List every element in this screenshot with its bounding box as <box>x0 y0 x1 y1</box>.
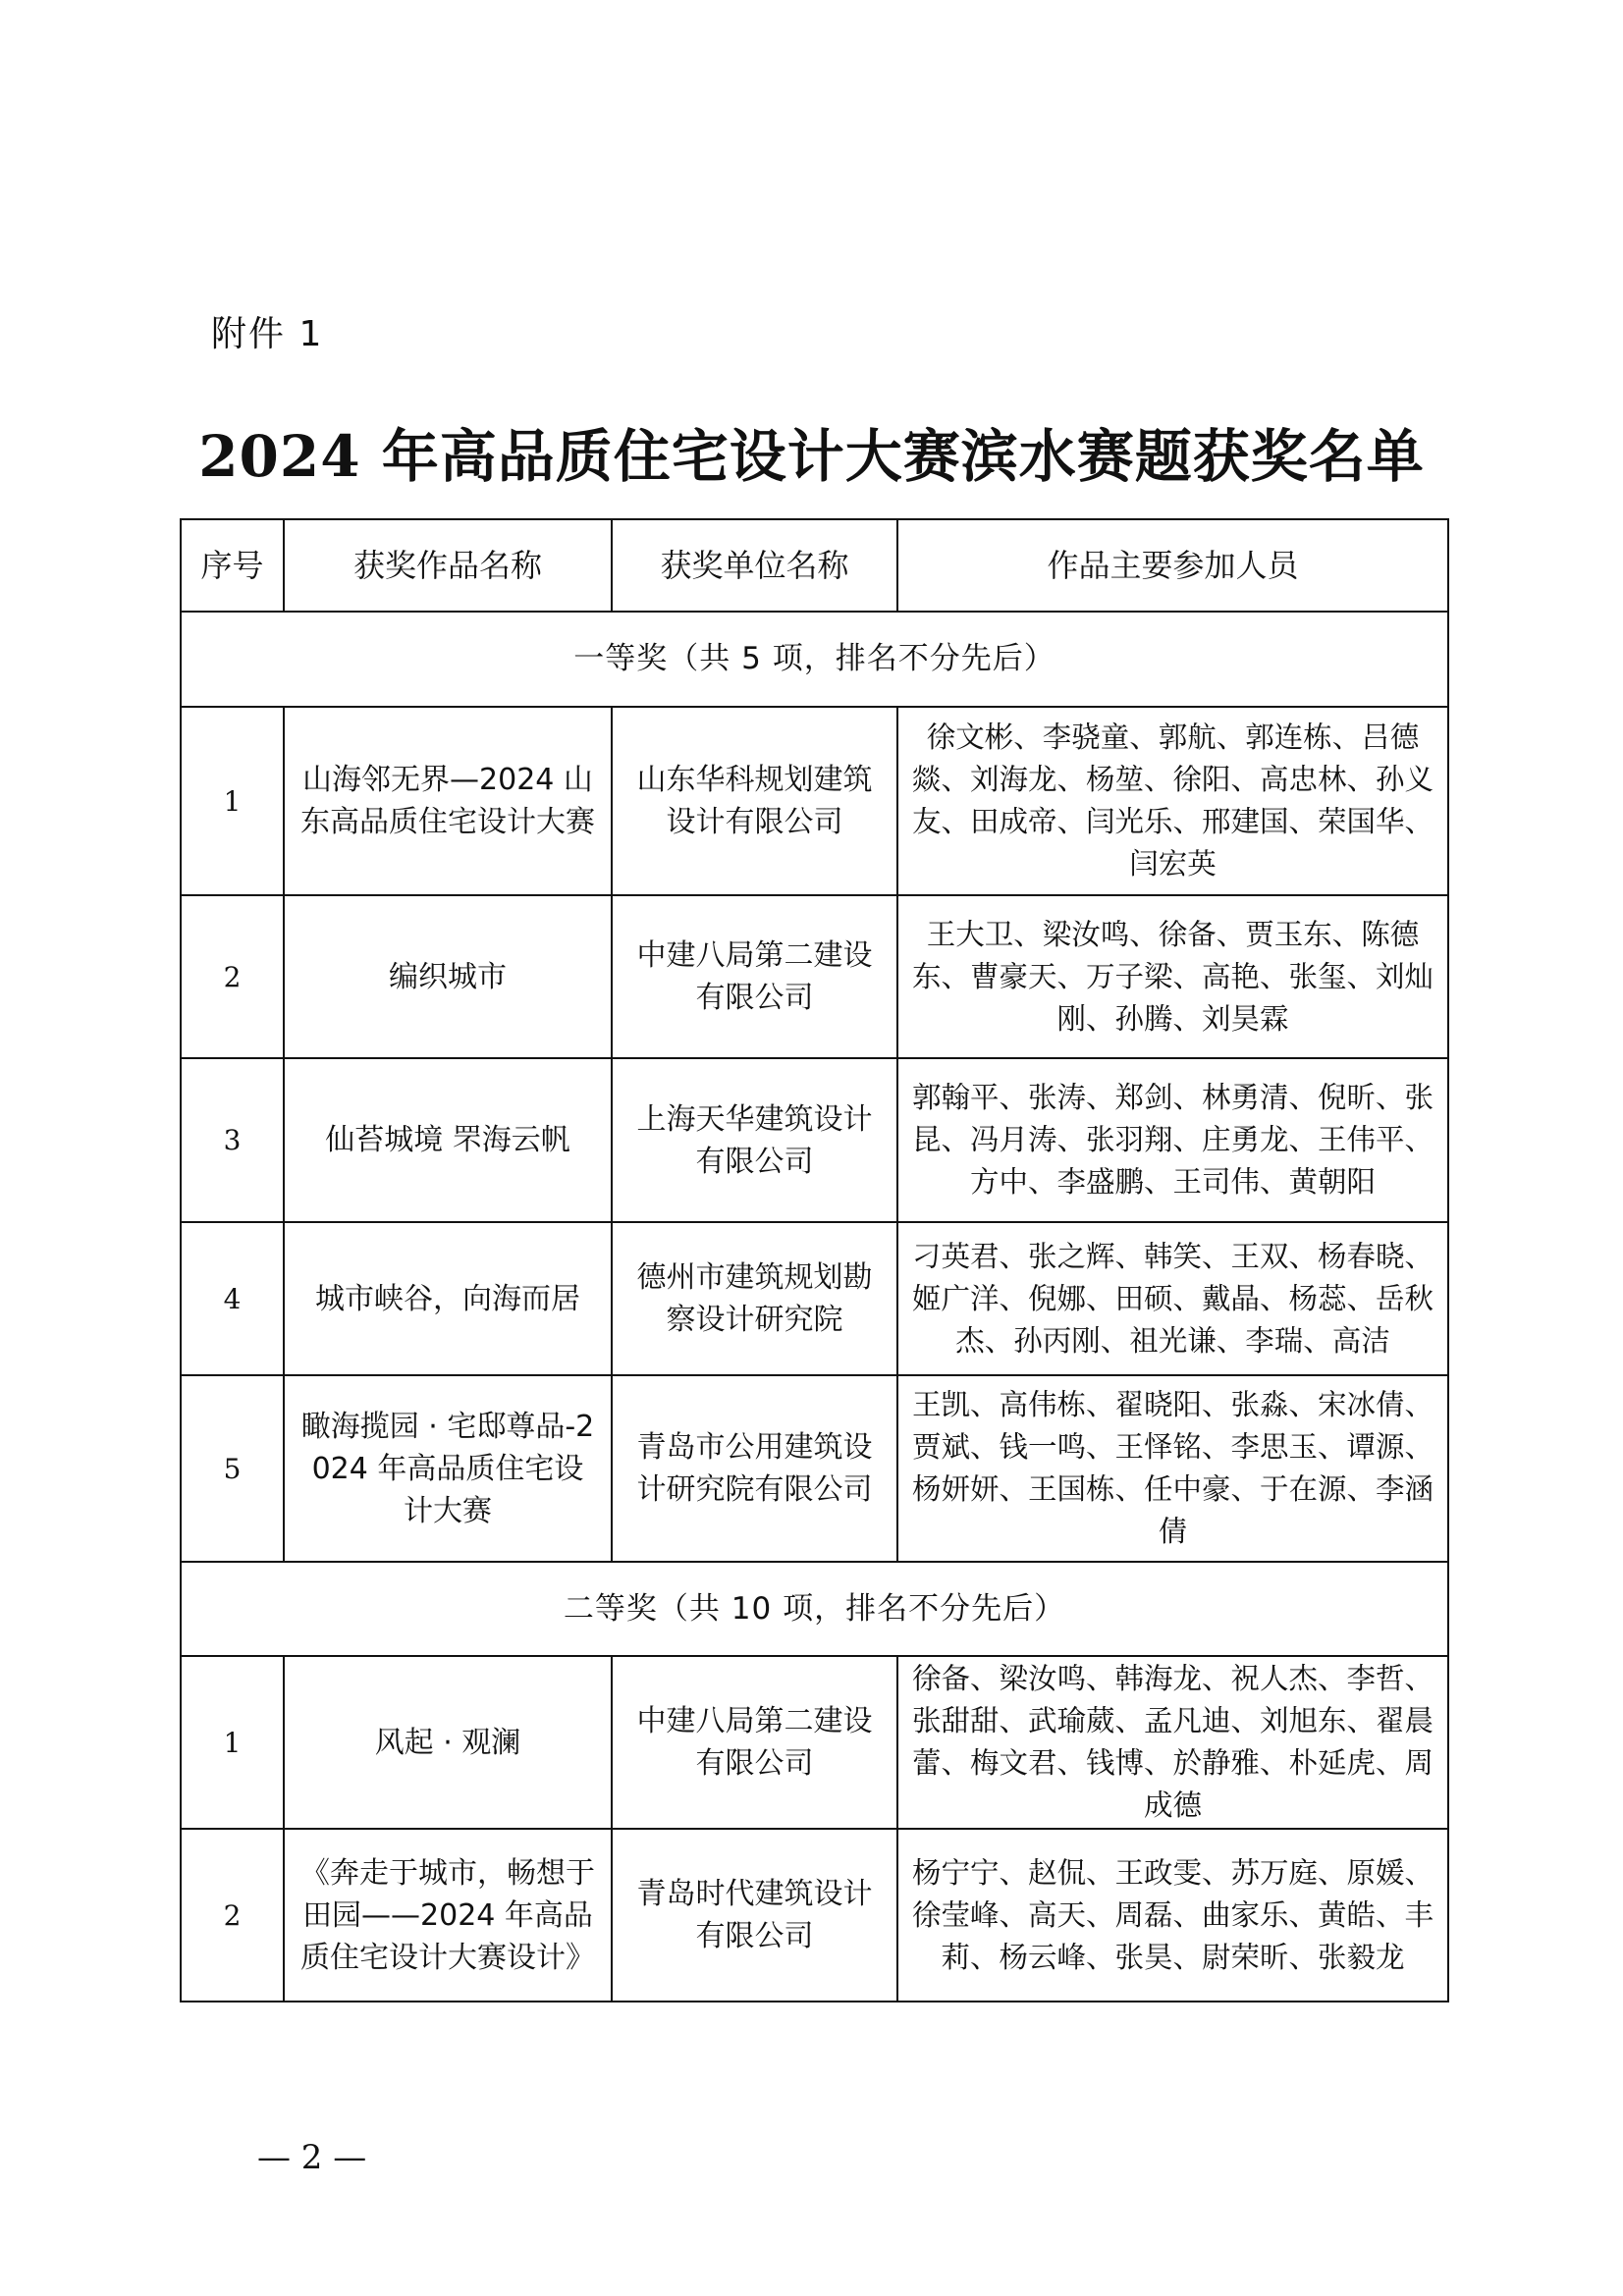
row-participants: 徐文彬、李骁童、郭航、郭连栋、吕德燚、刘海龙、杨堃、徐阳、高忠林、孙义友、田成帝、闫光乐、邢建国、荣国华、闫宏英 <box>897 707 1448 895</box>
award-table <box>180 518 1449 2002</box>
table-row <box>181 1656 1448 1829</box>
row-work-name: 仙苔城境 罘海云帆 <box>284 1058 612 1222</box>
row-index: 3 <box>181 1058 284 1222</box>
row-index: 4 <box>181 1222 284 1375</box>
header-work-name: 获奖作品名称 <box>284 519 612 612</box>
row-participants: 杨宁宁、赵侃、王政雯、苏万庭、原媛、徐莹峰、高天、周磊、曲家乐、黄皓、丰莉、杨云峰、张昊、尉荣昕、张毅龙 <box>897 1829 1448 2002</box>
row-work-name: 编织城市 <box>284 895 612 1058</box>
table-row <box>181 707 1448 895</box>
row-index: 2 <box>181 1829 284 2002</box>
row-work-name: 《奔走于城市，畅想于田园——2024 年高品质住宅设计大赛设计》 <box>284 1829 612 2002</box>
table-header-row <box>181 519 1448 612</box>
attachment-label: 附件 1 <box>211 314 324 354</box>
table-row <box>181 1829 1448 2002</box>
row-unit-name: 中建八局第二建设有限公司 <box>612 1656 897 1829</box>
header-unit-name: 获奖单位名称 <box>612 519 897 612</box>
row-participants: 王凯、高伟栋、翟晓阳、张淼、宋冰倩、贾斌、钱一鸣、王怿铭、李思玉、谭源、杨妍妍、王国栋、任中豪、于在源、李涵倩 <box>897 1375 1448 1562</box>
table-row <box>181 1058 1448 1222</box>
table-row <box>181 1375 1448 1562</box>
header-index: 序号 <box>181 519 284 612</box>
row-participants: 徐备、梁汝鸣、韩海龙、祝人杰、李哲、张甜甜、武瑜葳、孟凡迪、刘旭东、翟晨蕾、梅文君、钱博、於静雅、朴延虎、周成德 <box>897 1656 1448 1829</box>
header-participants: 作品主要参加人员 <box>897 519 1448 612</box>
row-work-name: 城市峡谷，向海而居 <box>284 1222 612 1375</box>
section-row-first-prize <box>181 612 1448 707</box>
row-unit-name: 德州市建筑规划勘察设计研究院 <box>612 1222 897 1375</box>
row-unit-name: 青岛市公用建筑设计研究院有限公司 <box>612 1375 897 1562</box>
row-index: 1 <box>181 707 284 895</box>
row-work-name: 山海邻无界—2024 山东高品质住宅设计大赛 <box>284 707 612 895</box>
row-participants: 刁英君、张之辉、韩笑、王双、杨春晓、姬广洋、倪娜、田硕、戴晶、杨蕊、岳秋杰、孙丙刚、祖光谦、李瑞、高洁 <box>897 1222 1448 1375</box>
table-row <box>181 895 1448 1058</box>
row-unit-name: 青岛时代建筑设计有限公司 <box>612 1829 897 2002</box>
row-unit-name: 山东华科规划建筑设计有限公司 <box>612 707 897 895</box>
row-index: 1 <box>181 1656 284 1829</box>
page-number: — 2 — <box>257 2138 367 2177</box>
row-participants: 王大卫、梁汝鸣、徐备、贾玉东、陈德东、曹豪天、万子梁、高艳、张玺、刘灿刚、孙腾、刘昊霖 <box>897 895 1448 1058</box>
row-work-name: 风起 · 观澜 <box>284 1656 612 1829</box>
row-work-name: 瞰海揽园 · 宅邸尊品-2024 年高品质住宅设计大赛 <box>284 1375 612 1562</box>
section-row-second-prize <box>181 1562 1448 1656</box>
row-participants: 郭翰平、张涛、郑剑、林勇清、倪昕、张昆、冯月涛、张羽翔、庄勇龙、王伟平、方中、李盛鹏、王司伟、黄朝阳 <box>897 1058 1448 1222</box>
row-index: 5 <box>181 1375 284 1562</box>
row-index: 2 <box>181 895 284 1058</box>
section-label-second-prize: 二等奖（共 10 项，排名不分先后） <box>181 1562 1448 1656</box>
document-title: 2024 年高品质住宅设计大赛滨水赛题获奖名单 <box>198 423 1425 490</box>
row-unit-name: 上海天华建筑设计有限公司 <box>612 1058 897 1222</box>
table-row <box>181 1222 1448 1375</box>
section-label-first-prize: 一等奖（共 5 项，排名不分先后） <box>181 612 1448 707</box>
row-unit-name: 中建八局第二建设有限公司 <box>612 895 897 1058</box>
